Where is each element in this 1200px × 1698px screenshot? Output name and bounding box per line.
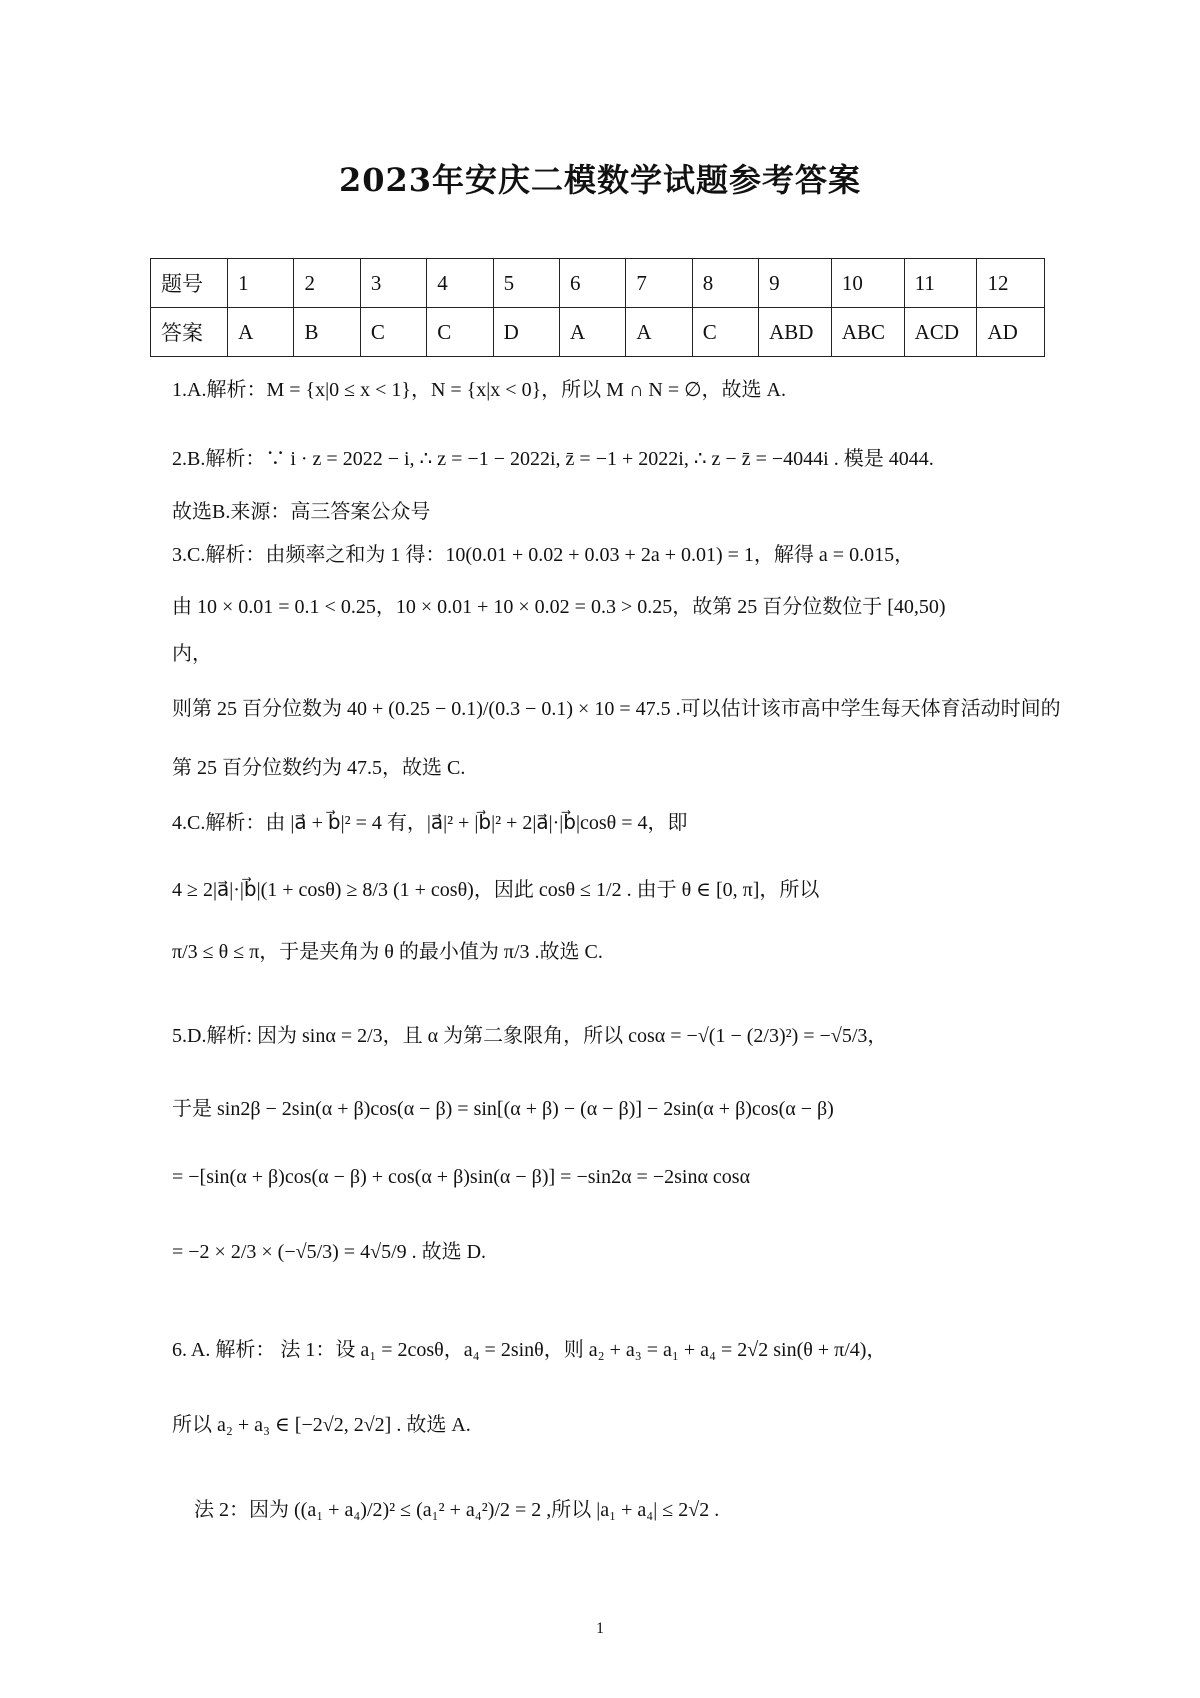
- table-cell: 5: [493, 259, 559, 308]
- table-row-header: 答案: [151, 308, 228, 357]
- solution-line: 1.A.解析：M = {x|0 ≤ x < 1}，N = {x|x < 0}，所以 M ∩ N = ∅，故选 A.: [172, 379, 786, 401]
- table-cell: 3: [360, 259, 426, 308]
- table-cell: B: [294, 308, 360, 357]
- table-cell: 8: [692, 259, 758, 308]
- table-cell: D: [493, 308, 559, 357]
- table-cell: ACD: [904, 308, 977, 357]
- table-cell: C: [360, 308, 426, 357]
- table-cell: 1: [228, 259, 294, 308]
- table-cell: 7: [626, 259, 692, 308]
- solution-line: 所以 a₂ + a₃ ∈ [−2√2, 2√2] . 故选 A.: [172, 1414, 471, 1436]
- solution-line: 5.D.解析: 因为 sinα = 2/3，且 α 为第二象限角，所以 cosα = −√(1 − (2/3)²) = −√5/3，: [172, 1025, 888, 1047]
- solution-line: 4 ≥ 2|a⃗|·|b⃗|(1 + cosθ) ≥ 8/3 (1 + cosθ)，因此 cosθ ≤ 1/2 . 由于 θ ∈ [0, π]，所以: [172, 879, 820, 901]
- table-row-header: 题号: [151, 259, 228, 308]
- table-cell: 10: [831, 259, 904, 308]
- answer-table: [150, 258, 1045, 357]
- table-cell: ABD: [759, 308, 832, 357]
- solution-line: 于是 sin2β − 2sin(α + β)cos(α − β) = sin[(α + β) − (α − β)] − 2sin(α + β)cos(α − β): [172, 1098, 834, 1120]
- table-cell: 12: [977, 259, 1045, 308]
- page-title: 2023年安庆二模数学试题参考答案: [338, 161, 862, 199]
- table-row: [151, 308, 1045, 357]
- table-cell: A: [559, 308, 625, 357]
- solution-line: = −2 × 2/3 × (−√5/3) = 4√5/9 . 故选 D.: [172, 1241, 487, 1263]
- solution-line: 由 10 × 0.01 = 0.1 < 0.25，10 × 0.01 + 10 × 0.02 = 0.3 > 0.25，故第 25 百分位数位于 [40,50): [172, 596, 946, 618]
- table-cell: ABC: [831, 308, 904, 357]
- table-cell: 6: [559, 259, 625, 308]
- solution-line: 4.C.解析：由 |a⃗ + b⃗|² = 4 有，|a⃗|² + |b⃗|² + 2|a⃗|·|b⃗|cosθ = 4，即: [172, 812, 688, 834]
- solution-line: 2.B.解析：∵ i · z = 2022 − i, ∴ z = −1 − 2022i, z̄ = −1 + 2022i, ∴ z − z̄ = −4044i . 模是 4044.: [172, 448, 934, 470]
- table-cell: C: [427, 308, 493, 357]
- solution-line: π/3 ≤ θ ≤ π，于是夹角为 θ 的最小值为 π/3 .故选 C.: [172, 941, 603, 963]
- solution-line: 内，: [172, 643, 212, 665]
- table-cell: A: [626, 308, 692, 357]
- page-number: 1: [596, 1620, 604, 1637]
- solution-line: 法 2：因为 ((a₁ + a₄)/2)² ≤ (a₁² + a₄²)/2 = 2 ,所以 |a₁ + a₄| ≤ 2√2 .: [194, 1499, 720, 1521]
- table-cell: 4: [427, 259, 493, 308]
- solution-line: 第 25 百分位数约为 47.5，故选 C.: [172, 757, 466, 779]
- table-cell: A: [228, 308, 294, 357]
- table-cell: 2: [294, 259, 360, 308]
- solution-line: = −[sin(α + β)cos(α − β) + cos(α + β)sin(α − β)] = −sin2α = −2sinα cosα: [172, 1166, 751, 1188]
- solution-line: 3.C.解析：由频率之和为 1 得：10(0.01 + 0.02 + 0.03 + 2a + 0.01) = 1，解得 a = 0.015，: [172, 544, 915, 566]
- solution-line: 故选B.来源：高三答案公众号: [172, 501, 431, 523]
- table-cell: C: [692, 308, 758, 357]
- table-row: [151, 259, 1045, 308]
- solution-line: 6. A. 解析： 法 1：设 a₁ = 2cosθ，a₄ = 2sinθ，则 a₂ + a₃ = a₁ + a₄ = 2√2 sin(θ + π/4)，: [172, 1339, 887, 1361]
- solution-line: 则第 25 百分位数为 40 + (0.25 − 0.1)/(0.3 − 0.1) × 10 = 47.5 .可以估计该市高中学生每天体育活动时间的: [172, 698, 1061, 720]
- table-cell: 11: [904, 259, 977, 308]
- table-cell: AD: [977, 308, 1045, 357]
- table-cell: 9: [759, 259, 832, 308]
